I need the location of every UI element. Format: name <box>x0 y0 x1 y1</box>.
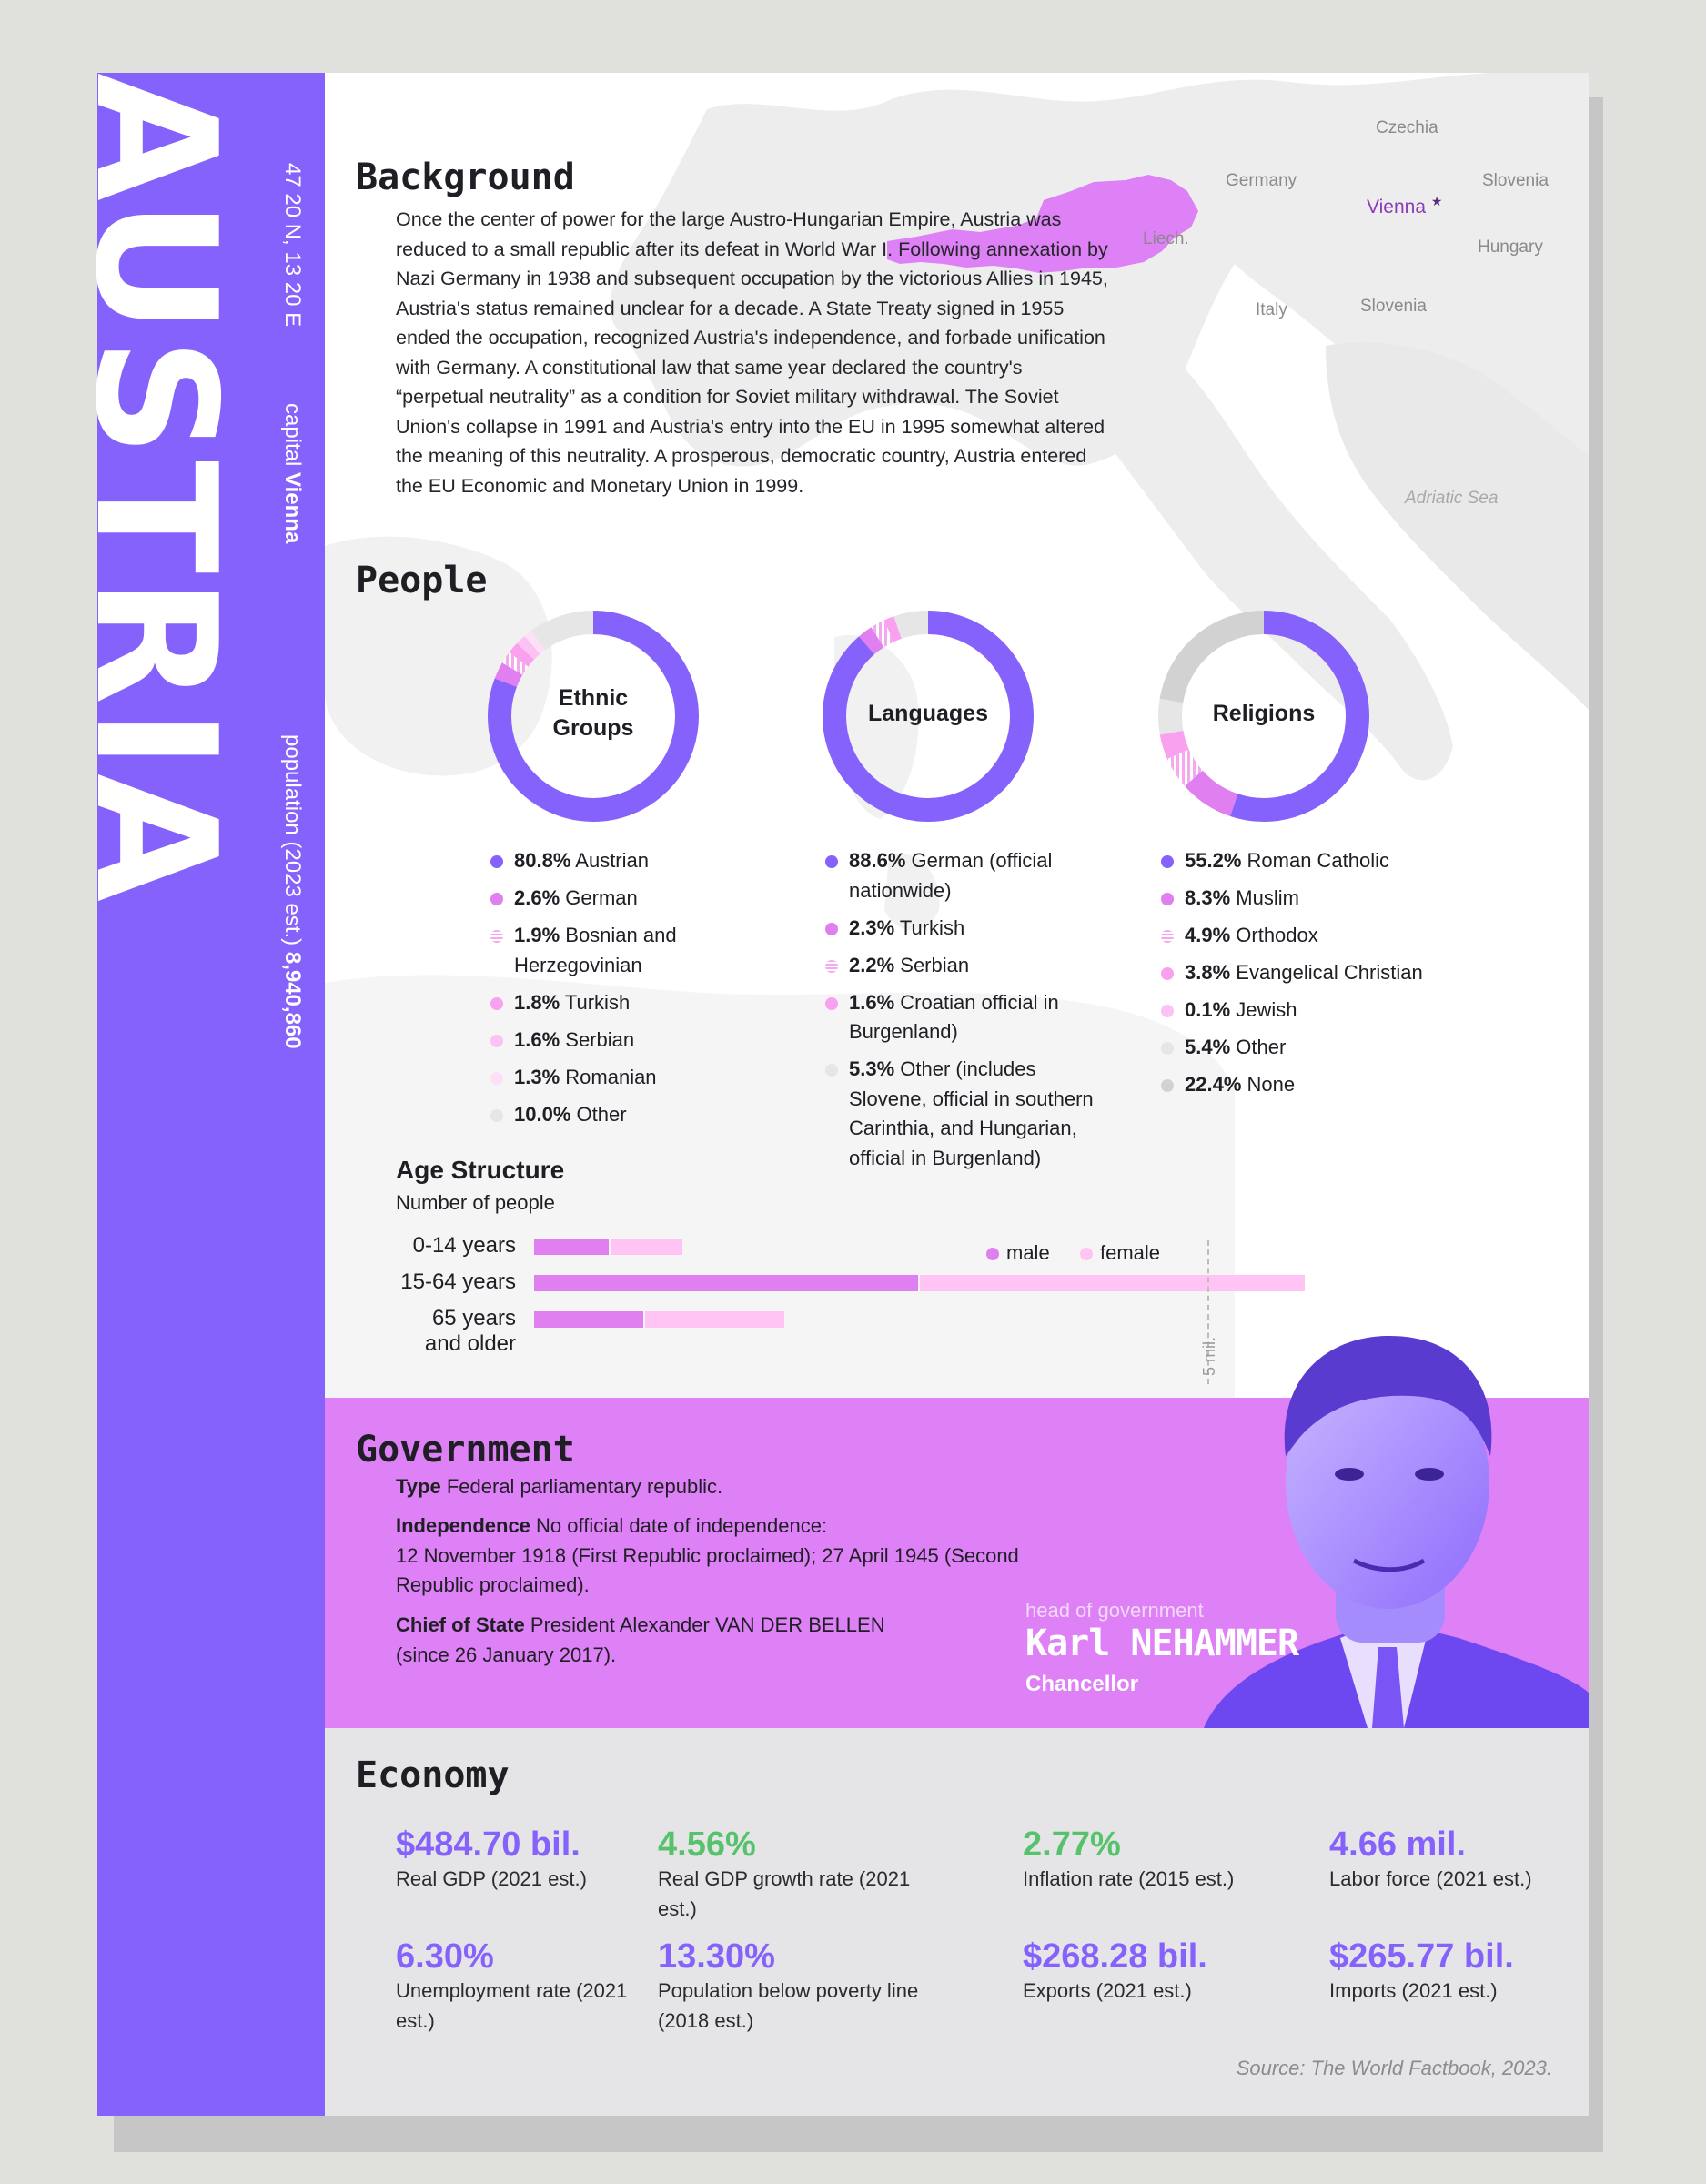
age-label-line2: and older <box>424 1331 516 1356</box>
legend-pct: 10.0% <box>514 1102 571 1126</box>
legend-item <box>1159 1070 1459 1100</box>
map-label-germany: Germany <box>1226 171 1297 190</box>
capital-label: capital <box>280 403 305 467</box>
donut-legend-2 <box>823 846 1101 1181</box>
legend-label: Bosnian and Herzegovinian <box>514 924 677 976</box>
legend-label: Orthodox <box>1230 924 1318 946</box>
economy-stat-value: 2.77% <box>1023 1825 1121 1864</box>
legend-dot <box>825 960 838 973</box>
donut-title-line1: Religions <box>1212 701 1316 726</box>
economy-stat-value: 13.30% <box>658 1937 775 1976</box>
map-label-italy: Italy <box>1256 300 1287 319</box>
map-label-liech: Liech. <box>1143 229 1189 248</box>
economy-stat-label: Population below poverty line (2018 est.) <box>658 1979 919 2032</box>
reference-label: 5 mil. <box>1200 1336 1218 1376</box>
gov-type <box>396 1472 1051 1502</box>
age-bar-male <box>534 1311 643 1328</box>
age-bar-male <box>534 1275 918 1291</box>
people-heading: People <box>356 560 488 602</box>
legend-dot <box>825 1064 838 1077</box>
age-bar-female <box>611 1239 681 1255</box>
legend-label: Other <box>570 1102 627 1126</box>
economy-stat-value: $268.28 bil. <box>1023 1937 1207 1976</box>
map-label-adriatic: Adriatic Sea <box>1405 489 1499 508</box>
legend-label: Austrian <box>570 849 649 872</box>
legend-pct: 1.3% <box>514 1065 560 1088</box>
legend-pct: 2.6% <box>514 886 560 909</box>
legend-item <box>823 988 1101 1047</box>
gov-independence <box>396 1512 1051 1601</box>
legend-dot <box>1161 930 1174 943</box>
capital-star-icon: ★ <box>1430 194 1443 208</box>
donut-1 <box>484 607 702 825</box>
legend-item <box>489 1063 702 1093</box>
age-bar-male <box>534 1239 609 1255</box>
economy-stat <box>658 1936 931 2036</box>
legend-pct: 88.6% <box>849 849 906 872</box>
legend-pct: 3.8% <box>1185 961 1231 984</box>
legend-item <box>489 1026 702 1056</box>
gov-chief-label: Chief of State <box>396 1613 525 1636</box>
economy-stat-label: Imports (2021 est.) <box>1329 1979 1498 2002</box>
economy-stat <box>1329 1825 1557 1895</box>
head-role: head of government <box>1025 1599 1204 1622</box>
legend-dot <box>1161 1079 1174 1092</box>
legend-pct: 1.9% <box>514 924 560 946</box>
economy-stat <box>1023 1825 1296 1895</box>
portrait-eye-right <box>1415 1468 1444 1481</box>
legend-male-label: male <box>1006 1241 1050 1264</box>
map-label-vienna <box>1367 194 1443 218</box>
map-label-hungary: Hungary <box>1478 238 1543 257</box>
legend-label: Turkish <box>560 990 631 1014</box>
gov-chief-value: President Alexander VAN DER BELLEN (since 26 January 2017). <box>396 1613 885 1666</box>
legend-item <box>823 951 1101 981</box>
legend-pct: 5.4% <box>1185 1036 1231 1058</box>
legend-dot <box>490 1072 503 1085</box>
population <box>279 734 305 1049</box>
legend-male <box>986 1241 1050 1265</box>
legend-item <box>489 1100 702 1130</box>
legend-label: Muslim <box>1230 886 1299 909</box>
age-bar-female <box>645 1311 784 1328</box>
gov-type-label: Type <box>396 1475 441 1498</box>
legend-female-label: female <box>1100 1241 1161 1264</box>
donut-title-line2: Groups <box>552 715 634 741</box>
legend-female <box>1080 1241 1160 1265</box>
legend-item <box>1159 921 1459 951</box>
population-label: population (2023 est.) <box>280 734 305 946</box>
legend-pct: 80.8% <box>514 849 571 872</box>
legend-dot <box>1161 1042 1174 1055</box>
age-label-line1: 65 years <box>431 1306 516 1330</box>
economy-stat-label: Real GDP growth rate (2021 est.) <box>658 1867 911 1920</box>
legend-dot <box>1161 893 1174 905</box>
economy-stat-value: $484.70 bil. <box>396 1825 580 1864</box>
donut-title <box>1155 699 1373 729</box>
age-label <box>307 1233 516 1259</box>
economy-stat-label: Unemployment rate (2021 est.) <box>396 1979 628 2032</box>
legend-dot <box>825 855 838 868</box>
economy-stat-label: Inflation rate (2015 est.) <box>1023 1867 1235 1890</box>
legend-item <box>823 1055 1101 1173</box>
legend-pct: 1.6% <box>514 1027 560 1051</box>
legend-pct: 2.3% <box>849 915 895 939</box>
head-title: Chancellor <box>1025 1672 1139 1696</box>
gov-type-value: Federal parliamentary republic. <box>446 1475 723 1498</box>
legend-label: Evangelical Christian <box>1230 961 1423 984</box>
legend-label: Serbian <box>560 1027 635 1051</box>
donut-legend-1 <box>489 846 702 1138</box>
legend-label: German <box>560 886 638 909</box>
economy-stat-value: $265.77 bil. <box>1329 1937 1514 1976</box>
economy-stat-value: 4.66 mil. <box>1329 1825 1466 1864</box>
coordinates: 47 20 N, 13 20 E <box>280 163 305 328</box>
legend-item <box>823 914 1101 944</box>
government-heading: Government <box>356 1429 575 1471</box>
legend-dot <box>825 997 838 1010</box>
economy-stat <box>1329 1936 1557 2007</box>
age-bar-female <box>920 1275 1304 1291</box>
age-label <box>307 1306 516 1357</box>
legend-label: Turkish <box>894 915 965 939</box>
legend-item <box>1159 1033 1459 1063</box>
gov-independence-label: Independence <box>396 1514 530 1537</box>
legend-dot <box>1161 855 1174 868</box>
economy-stat <box>396 1825 669 1895</box>
vienna-label: Vienna <box>1367 197 1427 217</box>
legend-dot <box>490 1035 503 1047</box>
country-title: AUSTRIA <box>59 73 252 905</box>
legend-label: Serbian <box>894 953 970 976</box>
background-text: Once the center of power for the large Austro-Hungarian Empire, Austria was reduced to a small republic after its defeat in World War I. Following annexation by Nazi Germany in 1938 and subsequent occupation by the victorious Allies in 1945, Austria's status remained unclear for a decade. A State Treaty signed in 1955 ended the occupation, recognized Austria's independence, and forbade unification with Germany. A constitutional law that same year declared the country's “perpetual neutrality” as a condition for Soviet military withdrawal. The Soviet Union's collapse in 1991 and Austria's entry into the EU in 1995 somewhat altered the meaning of this neutrality. A prosperous, democratic country, Austria entered the EU Economic and Monetary Union in 1999. <box>396 208 1108 497</box>
age-structure-title: Age Structure <box>396 1156 565 1184</box>
legend-pct: 55.2% <box>1185 849 1242 872</box>
map-label-czechia: Czechia <box>1376 118 1438 137</box>
legend-dot <box>490 855 503 868</box>
sidebar <box>59 73 325 2116</box>
head-name: Karl NEHAMMER <box>1025 1623 1299 1664</box>
legend-dot <box>490 893 503 905</box>
female-dot <box>1080 1248 1093 1260</box>
donut-title <box>819 699 1037 729</box>
gov-independence-value-1: No official date of independence: <box>536 1514 828 1537</box>
map-label-slovenia-top: Slovenia <box>1482 171 1549 190</box>
legend-item <box>489 921 702 980</box>
legend-pct: 4.9% <box>1185 924 1231 946</box>
background-heading: Background <box>356 157 575 198</box>
population-value: 8,940,860 <box>280 951 305 1049</box>
legend-label: None <box>1241 1073 1296 1096</box>
donut-legend-3 <box>1159 846 1459 1107</box>
legend-pct: 8.3% <box>1185 886 1231 909</box>
legend-dot <box>825 923 838 935</box>
legend-item <box>1159 996 1459 1026</box>
economy-stat <box>396 1936 669 2036</box>
male-dot <box>986 1248 999 1260</box>
gov-chief <box>396 1611 933 1670</box>
capital <box>279 403 305 543</box>
legend-label: Croatian official in Burgenland) <box>849 990 1059 1043</box>
legend-item <box>1159 958 1459 988</box>
donut-2 <box>819 607 1037 825</box>
legend-item <box>489 884 702 914</box>
legend-pct: 5.3% <box>849 1057 895 1080</box>
donut-title-line1: Languages <box>868 701 988 726</box>
legend-label: Other <box>1230 1036 1287 1058</box>
legend-pct: 0.1% <box>1185 998 1231 1021</box>
economy-stat <box>658 1825 931 1924</box>
economy-stat-value: 6.30% <box>396 1937 494 1976</box>
economy-stat-label: Labor force (2021 est.) <box>1329 1867 1532 1890</box>
economy-stat-label: Real GDP (2021 est.) <box>396 1867 587 1890</box>
legend-dot <box>490 1109 503 1122</box>
economy-heading: Economy <box>356 1754 510 1796</box>
legend-item <box>1159 846 1459 876</box>
legend-label: Roman Catholic <box>1241 849 1390 872</box>
legend-label: Romanian <box>560 1065 657 1088</box>
economy-stat-value: 4.56% <box>658 1825 756 1864</box>
legend-dot <box>1161 967 1174 980</box>
factsheet-card <box>59 73 1589 2116</box>
legend-dot <box>490 930 503 943</box>
capital-value: Vienna <box>280 472 305 544</box>
age-label-line1: 15-64 years <box>400 1269 516 1294</box>
legend-pct: 1.6% <box>849 990 895 1014</box>
donut-3 <box>1155 607 1373 825</box>
donut-title-line1: Ethnic <box>558 685 629 711</box>
age-label-line1: 0-14 years <box>412 1233 516 1258</box>
gov-independence-value-2: 12 November 1918 (First Republic proclaimed); 27 April 1945 (Second Republic proclaimed). <box>396 1543 1019 1596</box>
map-label-slovenia: Slovenia <box>1360 297 1427 316</box>
legend-pct: 1.8% <box>514 990 560 1014</box>
legend-item <box>823 846 1101 905</box>
legend-dot <box>1161 1005 1174 1017</box>
legend-label: Jewish <box>1230 998 1297 1021</box>
legend-item <box>1159 884 1459 914</box>
age-label <box>307 1269 516 1295</box>
economy-stat-label: Exports (2021 est.) <box>1023 1979 1192 2002</box>
donut-title <box>484 683 702 743</box>
legend-item <box>489 988 702 1018</box>
portrait-eye-left <box>1335 1468 1364 1481</box>
legend-dot <box>490 997 503 1010</box>
source-note: Source: The World Factbook, 2023. <box>1236 2057 1552 2079</box>
legend-pct: 2.2% <box>849 953 895 976</box>
legend-label: German (official nationwide) <box>849 849 1053 902</box>
legend-pct: 22.4% <box>1185 1073 1242 1096</box>
legend-label: Other (includes Slovene, official in southern Carinthia, and Hungarian, official in Burgenland) <box>849 1057 1094 1169</box>
economy-stat <box>1023 1936 1296 2007</box>
legend-item <box>489 846 702 876</box>
age-structure-subtitle: Number of people <box>396 1191 555 1214</box>
